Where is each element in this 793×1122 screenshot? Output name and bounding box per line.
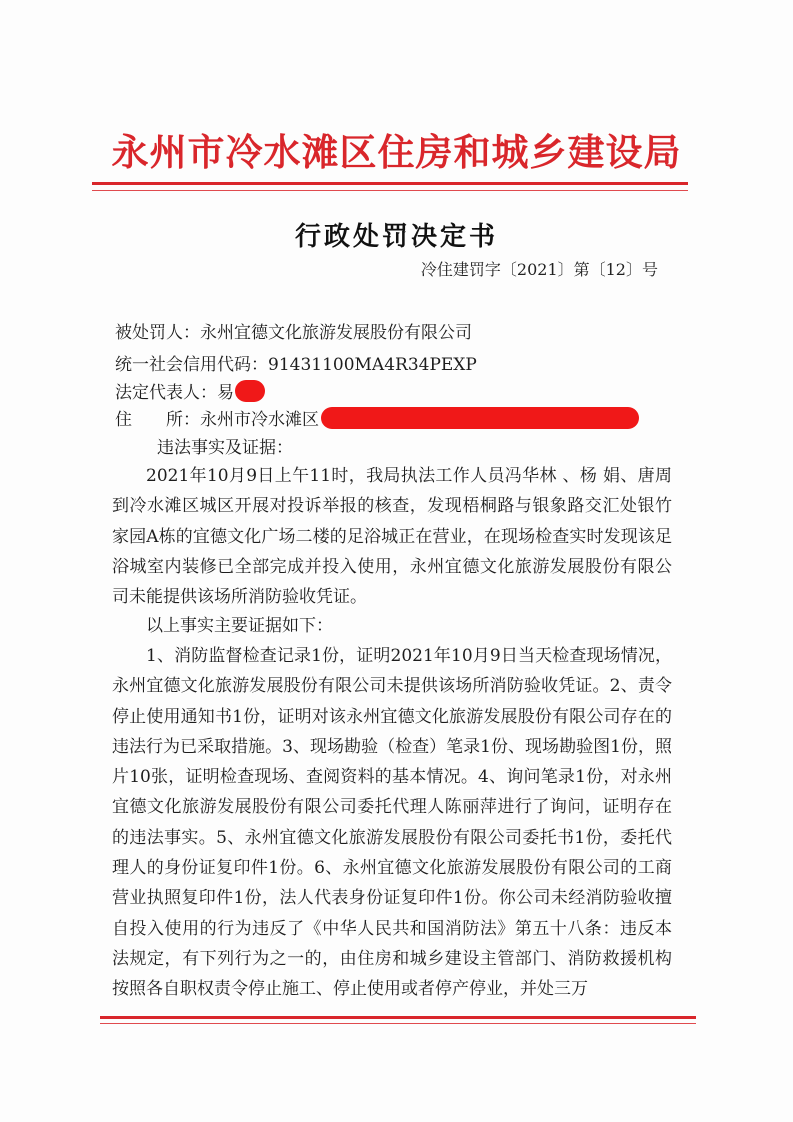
footer-divider-bottom-thin <box>100 1023 696 1024</box>
legal-representative-label: 法定代表人： <box>115 383 217 403</box>
credit-code-label: 统一社会信用代码： <box>115 355 268 375</box>
paragraph-evidence-intro: 以上事实主要证据如下： <box>146 616 333 636</box>
paragraph-facts: 2021年10月9日上午11时，我局执法工作人员冯华林 、杨 娟、唐周到冷水滩区城区开展对投诉举报的核查，发现梧桐路与银象路交汇处银竹家园A栋的宜德文化广场二楼的足浴城正在营业，在现场检查实时发现该足浴城室内装修已全部完成并投入使用，永州宜德文化旅游发展股份有限公司未能提供该场所消防验收凭证。 <box>112 466 672 608</box>
address-label: 住 所： <box>115 410 200 430</box>
letterhead-divider-top-thin <box>92 190 688 191</box>
letterhead-divider-top <box>92 182 688 185</box>
redaction-mark-name <box>235 380 265 402</box>
penalized-party-row <box>115 318 472 343</box>
letterhead-org-name: 永州市冷水滩区住房和城乡建设局 <box>111 131 682 174</box>
penalized-party-label: 被处罚人： <box>115 323 200 343</box>
address-row <box>115 405 639 430</box>
redaction-mark-address <box>321 407 639 429</box>
credit-code-row <box>115 350 477 375</box>
legal-representative-value: 易 <box>217 383 234 403</box>
document-number: 冷住建罚字〔2021〕第〔12〕号 <box>420 260 658 279</box>
penalized-party-value: 永州宜德文化旅游发展股份有限公司 <box>200 323 472 343</box>
document-title: 行政处罚决定书 <box>294 222 498 252</box>
evidence-clip-region <box>0 604 793 1012</box>
legal-representative-row <box>115 378 265 403</box>
paragraph-evidence-list: 1、消防监督检查记录1份，证明2021年10月9日当天检查现场情况，永州宜德文化旅游发展股份有限公司未提供该场所消防验收凭证。2、责令停止使用通知书1份，证明对该永州宜德文化旅游发展股份有限公司存在的违法行为已采取措施。3、现场勘验（检查）笔录1份、现场勘验图1份，照片10张，证明检查现场、查阅资料的基本情况。4、询问笔录1份，对永州宜德文化旅游发展股份有限公司委托代理人陈丽萍进行了询问，证明存在的违法事实。5、永州宜德文化旅游发展股份有限公司委托书1份，委托代理人的身份证复印件1份。6、永州宜德文化旅游发展股份有限公司的工商营业执照复印件1份，法人代表身份证复印件1份。你公司未经消防验收擅自投入使用的行为违反了《中华人民共和国消防法》第五十八条：违反本法规定，有下列行为之一的，由住房和城乡建设主管部门、消防救援机构按照各自职权责令停止施工、停止使用或者停产停业，并处三万 <box>112 646 672 1000</box>
credit-code-value: 91431100MA4R34PEXP <box>268 355 477 375</box>
footer-divider-bottom <box>100 1016 696 1019</box>
section-heading-facts: 违法事实及证据： <box>157 438 293 458</box>
address-value: 永州市冷水滩区 <box>200 410 319 430</box>
